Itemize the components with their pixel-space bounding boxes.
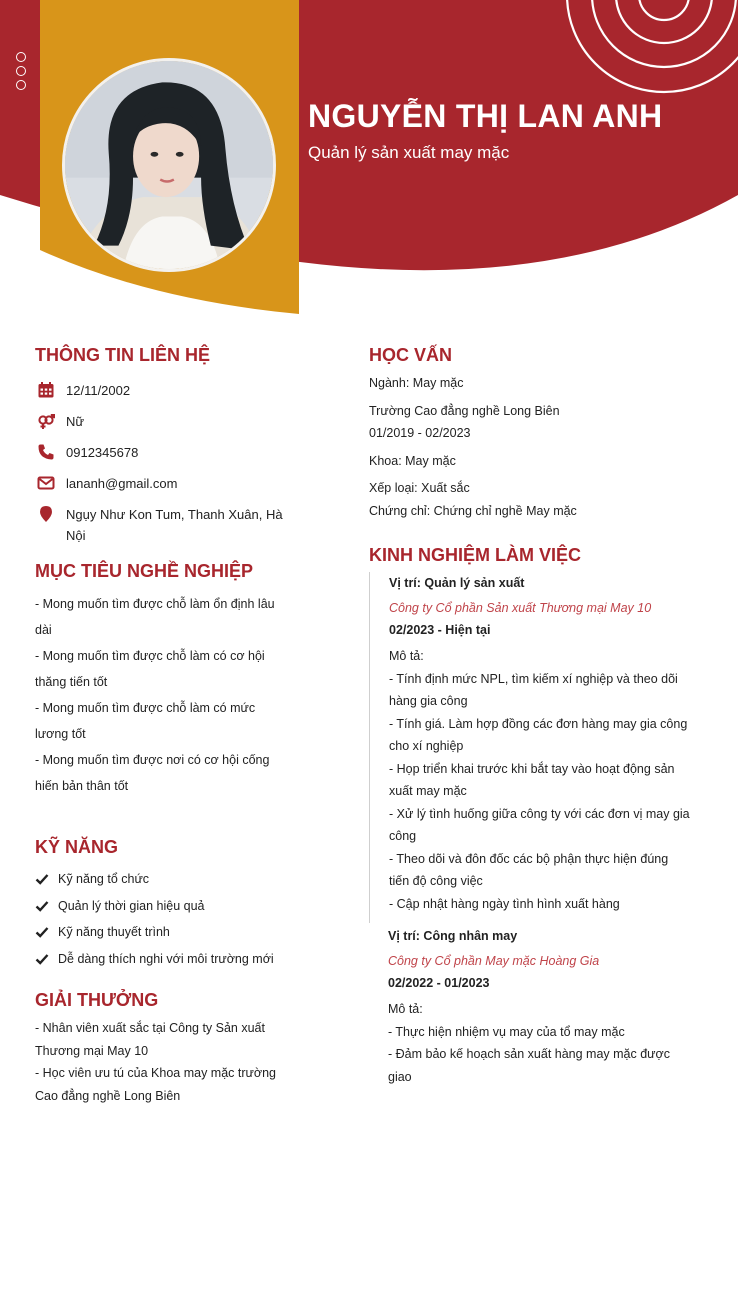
phone-icon [35, 442, 57, 462]
skill-item [35, 946, 300, 973]
award-line: Cao đẳng nghề Long Biên [35, 1088, 181, 1103]
envelope-icon [35, 473, 57, 493]
dot [16, 80, 26, 90]
objective-line: dài [35, 623, 52, 637]
right-column [369, 344, 709, 1088]
job-desc-line: - Theo dõi và đôn đốc các bộ phận thực hiện đúng [389, 851, 669, 866]
education-section [369, 344, 709, 522]
education-grade: Xếp loại: Xuất sắc [369, 481, 470, 495]
candidate-name: NGUYỄN THỊ LAN ANH [308, 98, 663, 134]
dots-decoration [16, 52, 28, 94]
skill-item [35, 893, 300, 920]
job-desc-line: - Thực hiện nhiệm vụ may của tổ may mặc [388, 1024, 625, 1039]
skill-label: Quản lý thời gian hiệu quả [58, 898, 205, 913]
skill-label: Kỹ năng thuyết trình [58, 925, 170, 939]
job-period: 02/2023 - Hiện tại [389, 623, 491, 637]
skill-label: Kỹ năng tổ chức [58, 872, 150, 886]
job-desc-line: Mô tả: [389, 649, 424, 663]
objective-title: MỤC TIÊU NGHỀ NGHIỆP [35, 561, 254, 581]
objective-section [35, 560, 300, 799]
skill-label: Dễ dàng thích nghi với môi trường mới [58, 951, 274, 966]
award-line: - Nhân viên xuất sắc tại Công ty Sản xuất [35, 1021, 265, 1035]
job-desc-line: - Họp triển khai trước khi bắt tay vào hoạt động sản [389, 761, 675, 776]
awards-title: GIẢI THƯỞNG [35, 990, 159, 1010]
education-school: Trường Cao đẳng nghề Long Biên [369, 403, 560, 418]
job-desc-line: tiến độ công việc [389, 874, 483, 888]
job-company: Công ty Cổ phần May mặc Hoàng Gia [388, 954, 600, 968]
check-icon [35, 952, 49, 966]
address-value [66, 504, 283, 546]
gender-icon [35, 411, 57, 431]
address-line-1: Ngụy Như Kon Tum, Thanh Xuân, Hà [66, 507, 283, 522]
objective-line: - Mong muốn tìm được chỗ làm có mức [35, 701, 256, 715]
address-line-2: Nội [66, 528, 86, 543]
award-line: - Học viên ưu tú của Khoa may mặc trường [35, 1066, 277, 1080]
candidate-title: Quản lý sản xuất may mặc [308, 143, 510, 162]
experience-section [369, 544, 709, 1088]
check-icon [35, 899, 49, 913]
education-period: 01/2019 - 02/2023 [369, 426, 471, 440]
email-value: lananh@gmail.com [66, 476, 178, 491]
job-desc-line: công [389, 829, 417, 843]
objective-line: lương tốt [35, 727, 86, 741]
job-company: Công ty Cổ phần Sản xuất Thương mại May 10 [389, 601, 652, 615]
objective-line: - Mong muốn tìm được chỗ làm ổn định lâu [35, 597, 275, 611]
contact-gender [35, 411, 300, 432]
awards-section [35, 989, 300, 1107]
education-major: Ngành: May mặc [369, 376, 464, 390]
job-desc-line: xuất may mặc [389, 784, 467, 798]
contact-birthday [35, 380, 300, 401]
experience-title: KINH NGHIỆM LÀM VIỆC [369, 545, 582, 565]
job-role: Vị trí: Quản lý sản xuất [389, 576, 525, 590]
objective-line: - Mong muốn tìm được chỗ làm có cơ hội [35, 649, 265, 663]
education-faculty: Khoa: May mặc [369, 453, 456, 468]
birthday-value: 12/11/2002 [66, 383, 131, 398]
job-entry [369, 572, 709, 923]
skills-section [35, 836, 300, 972]
contact-section [35, 344, 300, 546]
objective-line: thăng tiến tốt [35, 675, 108, 689]
skills-title: KỸ NĂNG [35, 837, 119, 857]
check-icon [35, 925, 49, 939]
education-certificate: Chứng chỉ: Chứng chỉ nghề May mặc [369, 503, 577, 518]
job-desc-line: - Xử lý tình huống giữa công ty với các đơn vị may gia [389, 806, 690, 821]
skill-item [35, 919, 300, 946]
contact-title: THÔNG TIN LIÊN HỆ [35, 345, 210, 365]
gender-value: Nữ [66, 414, 85, 429]
job-desc-line: hàng gia công [389, 694, 468, 708]
location-pin-icon [35, 504, 57, 524]
job-desc-line: - Tính giá. Làm hợp đồng các đơn hàng may gia công [389, 716, 688, 731]
job-desc-line: - Tính định mức NPL, tìm kiếm xí nghiệp và theo dõi [389, 671, 678, 686]
job-desc-line: giao [388, 1069, 412, 1084]
dot [16, 52, 26, 62]
dot [16, 66, 26, 76]
education-title: HỌC VẤN [369, 345, 453, 365]
contact-phone [35, 442, 300, 463]
objective-line: - Mong muốn tìm được nơi có cơ hội cống [35, 753, 270, 767]
check-icon [35, 872, 49, 886]
profile-photo [62, 58, 276, 272]
job-desc-line: - Đảm bảo kế hoạch sản xuất hàng may mặc được [388, 1047, 670, 1061]
phone-value: 0912345678 [66, 445, 139, 460]
job-entry [369, 923, 709, 1088]
contact-email [35, 473, 300, 494]
left-column [35, 344, 300, 1107]
job-desc-line: Mô tả: [388, 1002, 423, 1016]
calendar-icon [35, 380, 57, 400]
award-line: Thương mại May 10 [35, 1043, 149, 1058]
objective-line: hiến bản thân tốt [35, 779, 129, 793]
job-desc-line: - Cập nhật hàng ngày tình hình xuất hàng [389, 896, 620, 911]
job-period: 02/2022 - 01/2023 [388, 976, 490, 990]
job-desc-line: cho xí nghiệp [389, 739, 464, 753]
contact-address [35, 504, 300, 546]
skill-item [35, 866, 300, 893]
job-role: Vị trí: Công nhân may [388, 929, 518, 943]
